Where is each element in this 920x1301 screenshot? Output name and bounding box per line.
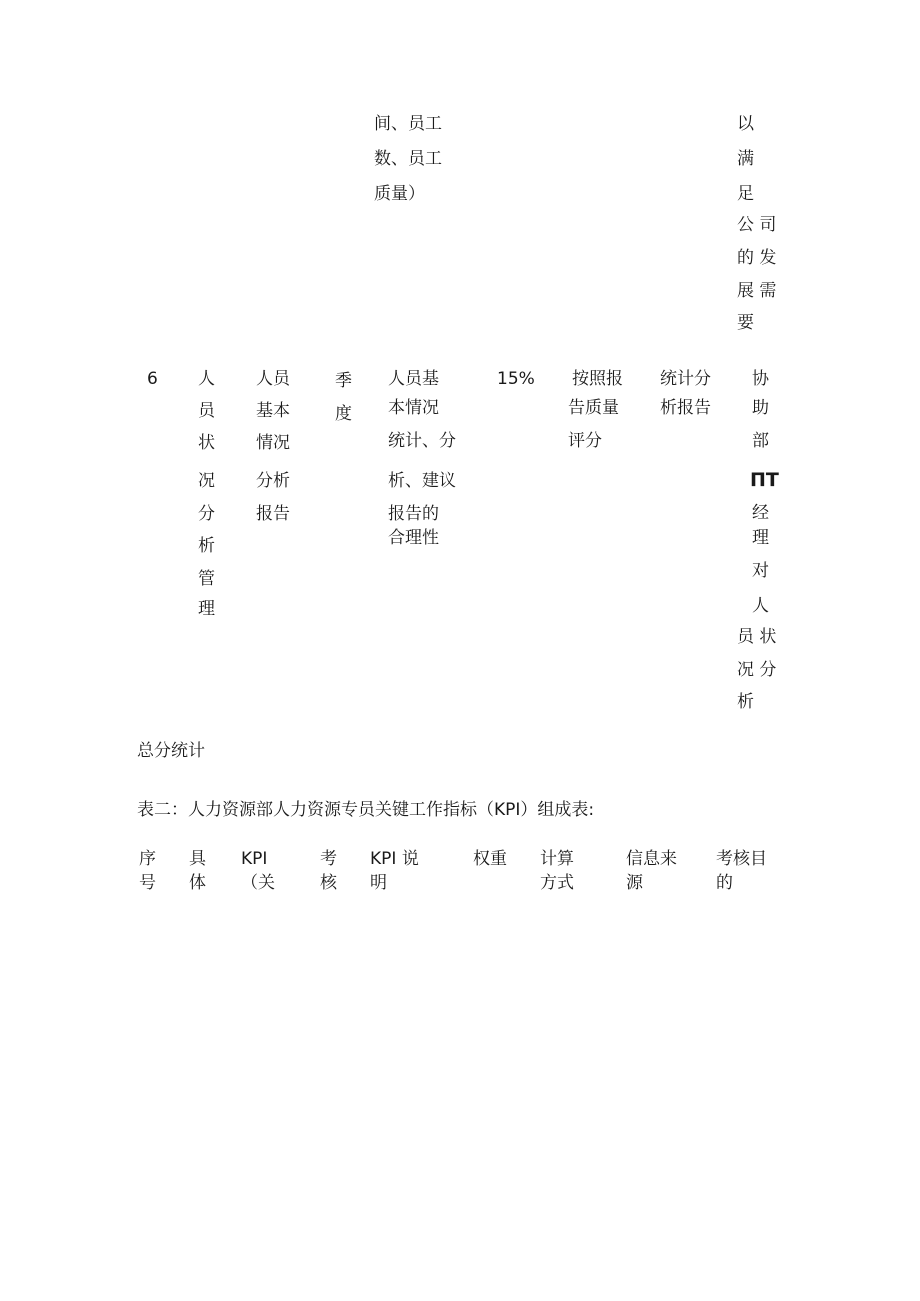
row-item-line: 理: [198, 599, 215, 619]
row-goal-line: 况 分: [737, 660, 777, 680]
header-period: 核: [320, 873, 337, 893]
prev-goal-line: 满: [737, 149, 754, 169]
header-item: 体: [189, 873, 206, 893]
prev-kpi-desc-line: 数、员工: [374, 149, 442, 169]
total-score-label: 总分统计: [137, 741, 205, 761]
row-source-line: 统计分: [660, 369, 711, 389]
header-seq: 号: [139, 873, 156, 893]
header-kpi-desc: 明: [370, 873, 387, 893]
header-source: 信息来: [626, 849, 677, 869]
header-kpi: （关: [241, 873, 275, 893]
row-period-line: 度: [335, 404, 352, 424]
row-goal-line: ΠΤ: [750, 469, 779, 491]
prev-goal-line: 展 需: [737, 281, 777, 301]
header-goal: 考核目: [716, 849, 767, 869]
row-kpi-line: 情况: [256, 433, 290, 453]
row-goal-line: 人: [752, 596, 769, 616]
row-item-line: 人: [198, 369, 215, 389]
row-kpi-line: 人员: [256, 369, 290, 389]
row-kpi-line: 分析: [256, 471, 290, 491]
row-method-line: 评分: [568, 431, 602, 451]
row-goal-line: 析: [737, 692, 754, 712]
prev-goal-line: 足: [737, 184, 754, 204]
row-weight: 15%: [497, 369, 535, 389]
row-kpi-line: 基本: [256, 401, 290, 421]
row-goal-line: 对: [752, 561, 769, 581]
row-kpi-line: 报告: [256, 504, 290, 524]
prev-goal-line: 公 司: [737, 215, 777, 235]
row-period-line: 季: [335, 371, 352, 391]
header-kpi: KPI: [241, 849, 268, 869]
header-weight: 权重: [473, 849, 507, 869]
prev-kpi-desc-line: 质量）: [374, 184, 425, 204]
header-kpi-desc: KPI 说: [370, 849, 419, 869]
row-item-line: 析: [198, 536, 215, 556]
row-goal-line: 经: [752, 503, 769, 523]
row-kpi-desc-line: 统计、分: [388, 431, 456, 451]
header-method: 计算: [540, 849, 574, 869]
row-source-line: 析报告: [660, 398, 711, 418]
row-method-line: 告质量: [568, 398, 619, 418]
header-seq: 序: [139, 849, 156, 869]
row-item-line: 员: [198, 401, 215, 421]
header-goal: 的: [716, 873, 733, 893]
row-goal-line: 部: [752, 431, 769, 451]
row-goal-line: 员 状: [737, 627, 777, 647]
prev-goal-line: 的 发: [737, 248, 777, 268]
row-item-line: 况: [198, 471, 215, 491]
row-seq: 6: [147, 369, 158, 389]
row-kpi-desc-line: 报告的: [388, 504, 439, 524]
header-period: 考: [320, 849, 337, 869]
row-item-line: 管: [198, 569, 215, 589]
header-source: 源: [626, 873, 643, 893]
row-kpi-desc-line: 合理性: [388, 528, 439, 548]
header-method: 方式: [540, 873, 574, 893]
row-kpi-desc-line: 人员基: [388, 369, 439, 389]
header-item: 具: [189, 849, 206, 869]
prev-kpi-desc-line: 间、员工: [374, 114, 442, 134]
row-goal-line: 协: [752, 369, 769, 389]
table2-caption: 表二：人力资源部人力资源专员关键工作指标（KPI）组成表:: [137, 800, 595, 820]
row-kpi-desc-line: 本情况: [388, 398, 439, 418]
row-item-line: 分: [198, 504, 215, 524]
prev-goal-line: 以: [737, 114, 754, 134]
row-item-line: 状: [198, 433, 215, 453]
prev-goal-line: 要: [737, 313, 754, 333]
row-method-line: 按照报: [572, 369, 623, 389]
row-goal-line: 理: [752, 528, 769, 548]
row-goal-line: 助: [752, 398, 769, 418]
row-kpi-desc-line: 析、建议: [388, 471, 456, 491]
